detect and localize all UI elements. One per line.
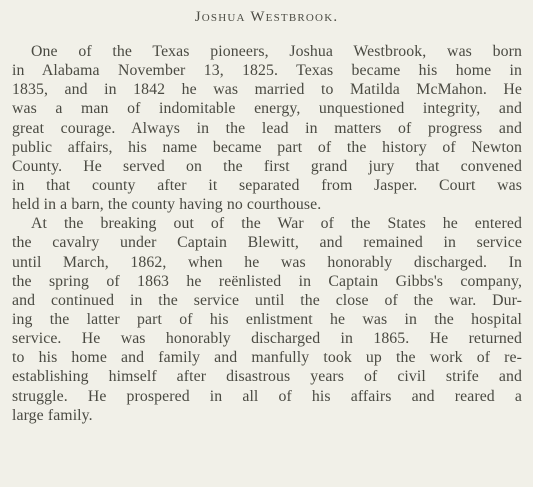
text-line: to his home and family and manfully took up the work of re- — [12, 349, 522, 367]
text-line: large family. — [12, 406, 93, 424]
text-line: One of the Texas pioneers, Joshua Westbrook, was born — [31, 43, 522, 60]
text-line: the spring of 1863 he reënlisted in Captain Gibbs's company, — [12, 272, 522, 290]
text-line: 1835, and in 1842 he was married to Matilda McMahon. He — [12, 81, 522, 99]
text-line: ing the latter part of his enlistment he was in the hospital — [12, 310, 522, 328]
text-line: establishing himself after disastrous years of civil strife and — [12, 368, 522, 386]
text-line: held in a barn, the county having no courthouse. — [12, 196, 322, 214]
text-line: struggle. He prospered in all of his affairs and reared a — [12, 387, 522, 405]
text-line: great courage. Always in the lead in matters of progress and — [12, 119, 522, 137]
text-line: County. He served on the first grand jury that convened — [12, 157, 522, 175]
text-line: in Alabama November 13, 1825. Texas became his home in — [12, 62, 522, 80]
paragraph-1 — [12, 42, 522, 214]
text-line: in that county after it separated from Jasper. Court was — [12, 176, 522, 194]
text-line: At the breaking out of the War of the States he entered — [31, 215, 522, 233]
text-line: public affairs, his name became part of the history of Newton — [12, 138, 522, 156]
text-line: and continued in the service until the close of the war. Dur- — [12, 291, 522, 309]
text-line: service. He was honorably discharged in 1865. He returned — [12, 330, 522, 348]
body-text — [12, 42, 522, 425]
text-line: was a man of indomitable energy, unquestioned integrity, and — [12, 100, 522, 118]
section-title: Joshua Westbrook. — [194, 9, 339, 25]
text-line: the cavalry under Captain Blewitt, and remained in service — [12, 234, 522, 252]
text-line: until March, 1862, when he was honorably discharged. In — [12, 253, 522, 271]
paragraph-2 — [12, 214, 522, 425]
